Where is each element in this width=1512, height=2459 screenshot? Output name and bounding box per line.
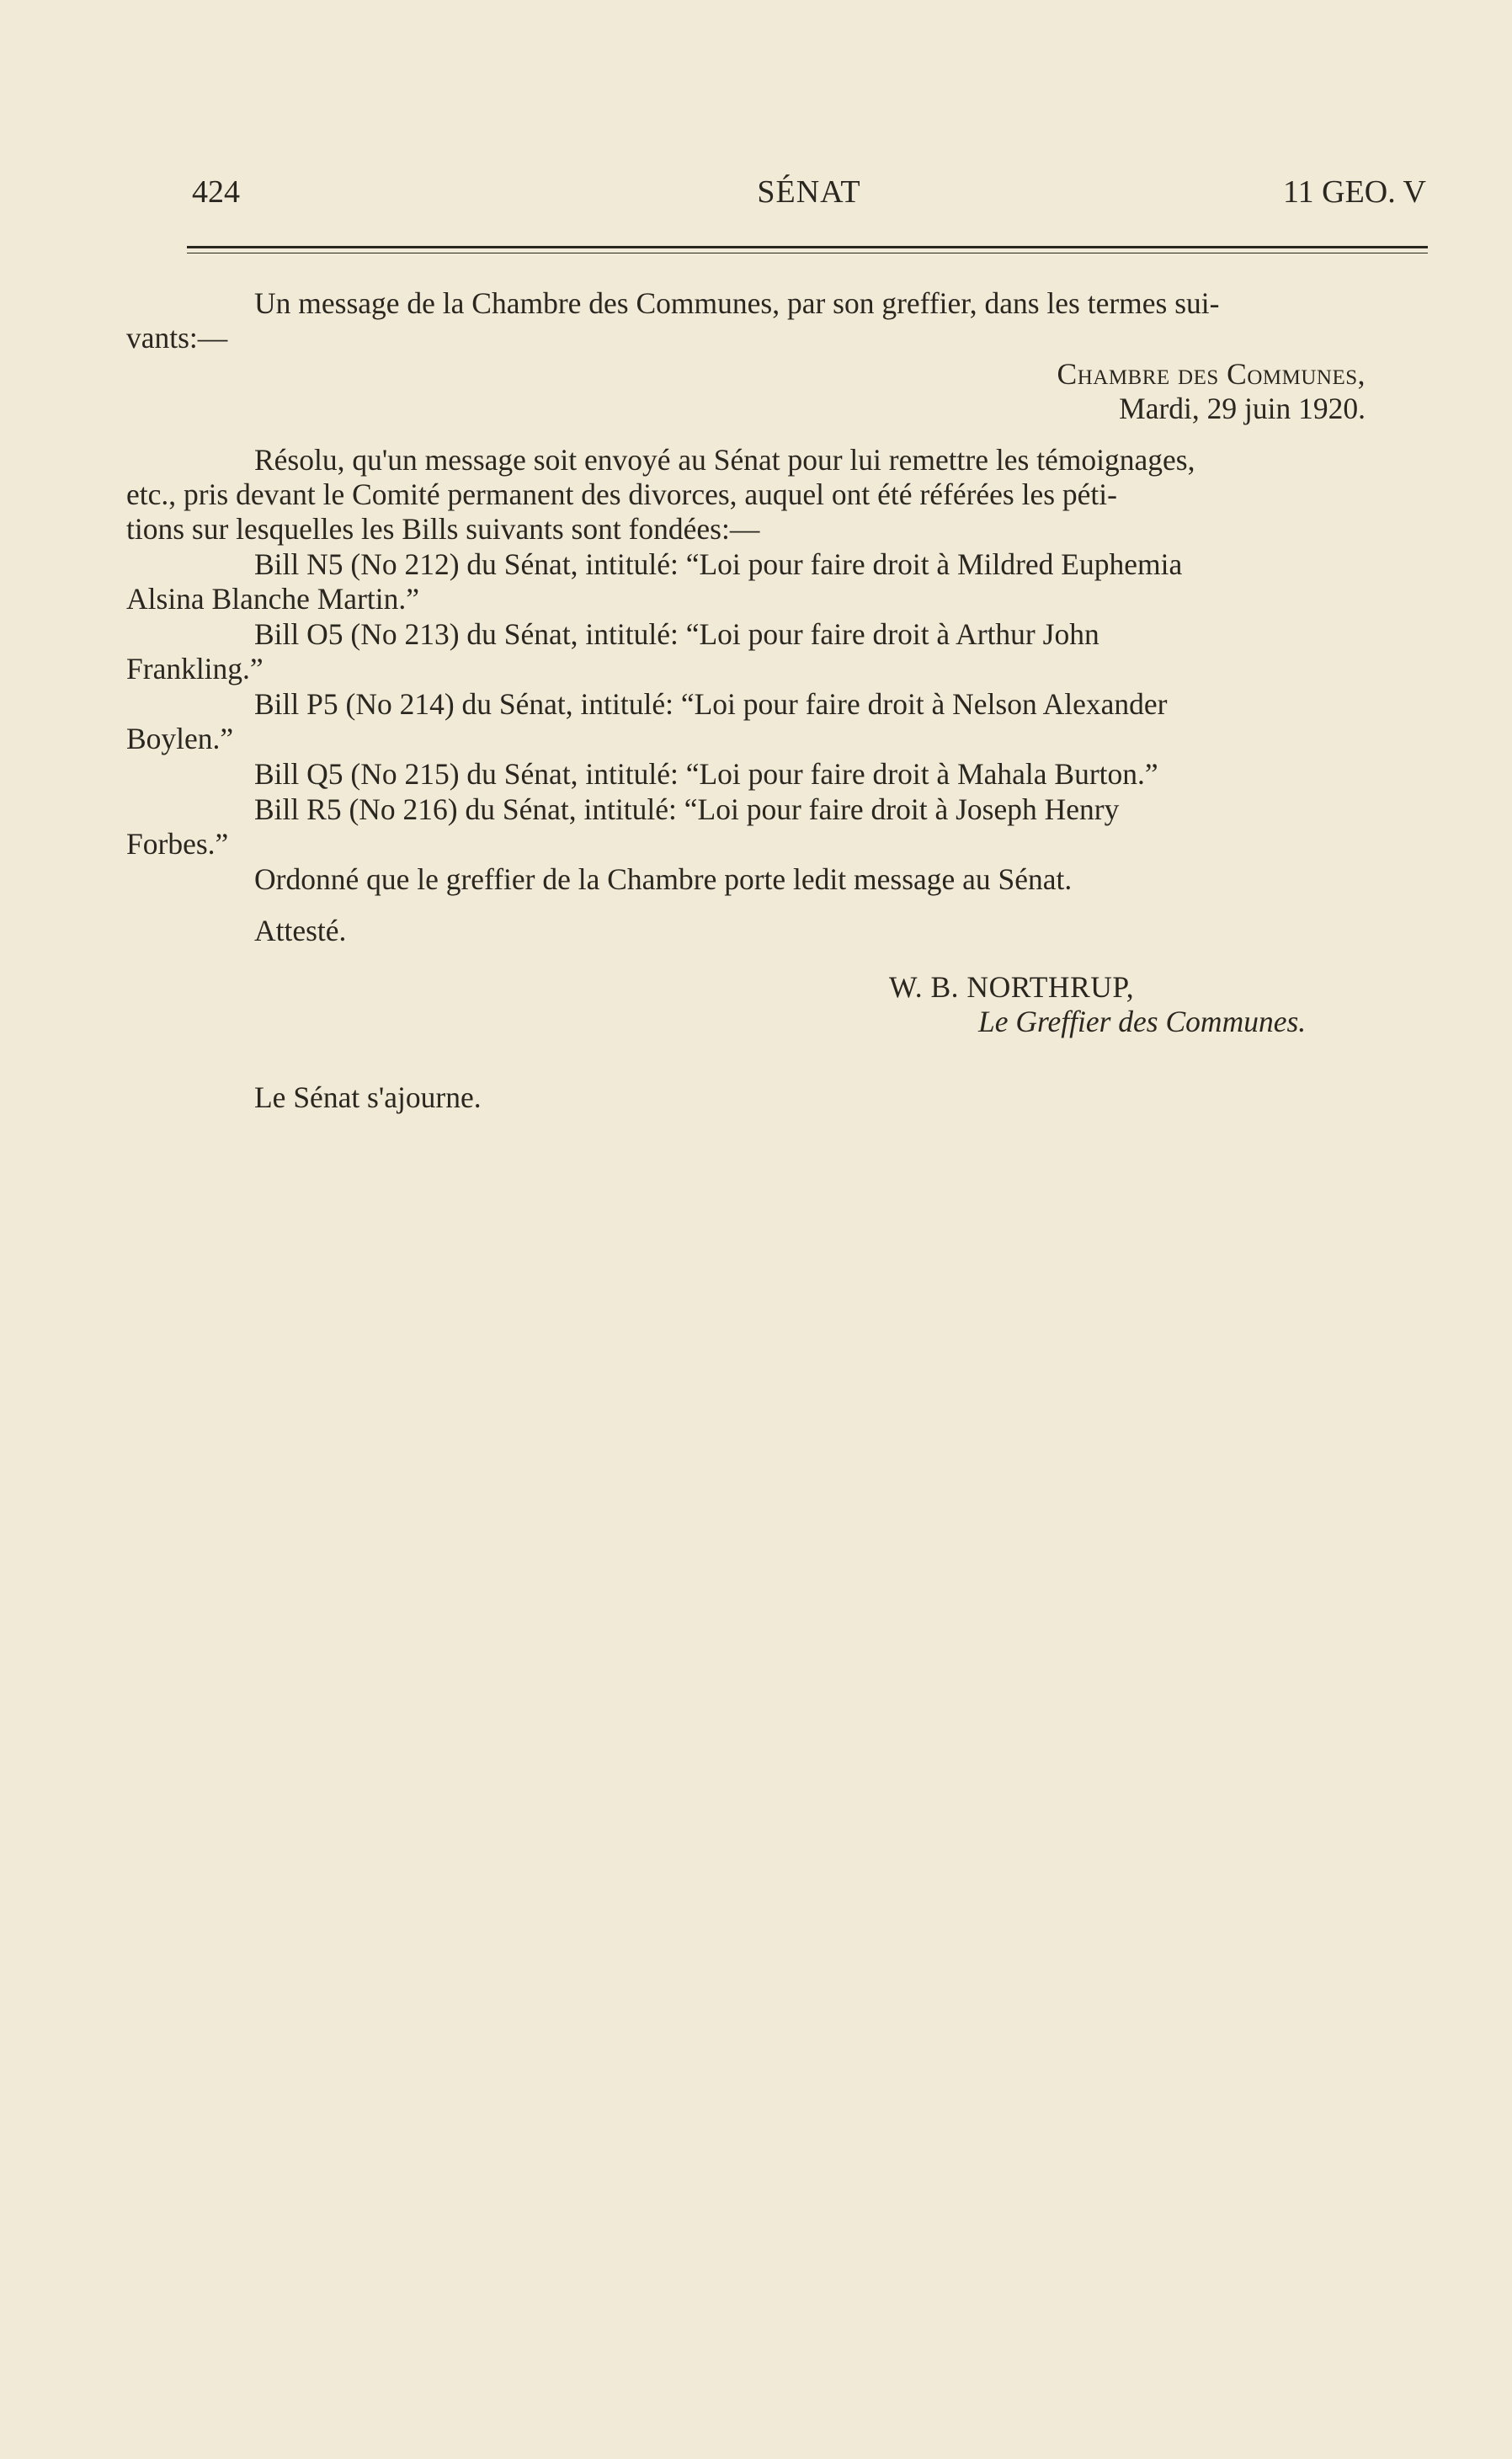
bill-line-1: Bill R5 (No 216) du Sénat, intitulé: “Loi pour faire droit à Joseph Henry <box>254 792 1120 826</box>
bill-item <box>126 617 1428 686</box>
bill-item <box>126 792 1428 861</box>
message-body <box>126 286 1428 948</box>
closing-line: Le Sénat s'ajourne. <box>254 1080 482 1114</box>
bill-line-1: Bill Q5 (No 215) du Sénat, intitulé: “Loi pour faire droit à Mahala Burton.” <box>254 757 1158 791</box>
bill-line-2: Alsina Blanche Martin.” <box>126 582 419 616</box>
intro-line-1: Un message de la Chambre des Communes, par son greffier, dans les termes sui- <box>254 286 1220 320</box>
signature-block <box>190 970 1428 1039</box>
order-paragraph: Ordonné que le greffier de la Chambre porte ledit message au Sénat. <box>254 862 1073 896</box>
signatory-name: W. B. NORTHRUP, <box>889 970 1135 1004</box>
bill-line-2: Boylen.” <box>126 722 234 755</box>
page-title: SÉNAT <box>757 174 861 210</box>
running-header <box>192 173 1426 221</box>
bill-line-1: Bill P5 (No 214) du Sénat, intitulé: “Loi pour faire droit à Nelson Alexander <box>254 687 1168 721</box>
resolution-line-3: tions sur lesquelles les Bills suivants sont fondées:— <box>126 512 760 546</box>
bill-line-2: Forbes.” <box>126 827 229 861</box>
bill-item <box>190 757 1428 792</box>
resolution-paragraph <box>126 443 1428 547</box>
bill-line-1: Bill O5 (No 213) du Sénat, intitulé: “Loi pour faire droit à Arthur John <box>254 617 1099 651</box>
regnal-year: 11 GEO. V <box>1283 174 1426 210</box>
message-place: Chambre des Communes, <box>1057 357 1366 391</box>
bill-item <box>126 687 1428 756</box>
bill-line-2: Frankling.” <box>126 652 264 685</box>
bill-line-1: Bill N5 (No 212) du Sénat, intitulé: “Loi pour faire droit à Mildred Euphemia <box>254 547 1183 581</box>
intro-paragraph <box>126 286 1428 355</box>
bill-item <box>126 547 1428 616</box>
message-date: Mardi, 29 juin 1920. <box>1119 392 1366 425</box>
signatory-role: Le Greffier des Communes. <box>978 1005 1307 1038</box>
resolution-line-2: etc., pris devant le Comité permanent des divorces, auquel ont été référées les péti- <box>126 477 1117 511</box>
intro-line-2: vants:— <box>126 321 228 355</box>
page-number: 424 <box>192 174 240 210</box>
attest-line: Attesté. <box>254 914 347 947</box>
header-rule-thick <box>187 246 1428 248</box>
resolution-line-1: Résolu, qu'un message soit envoyé au Sénat pour lui remettre les témoignages, <box>254 443 1195 477</box>
